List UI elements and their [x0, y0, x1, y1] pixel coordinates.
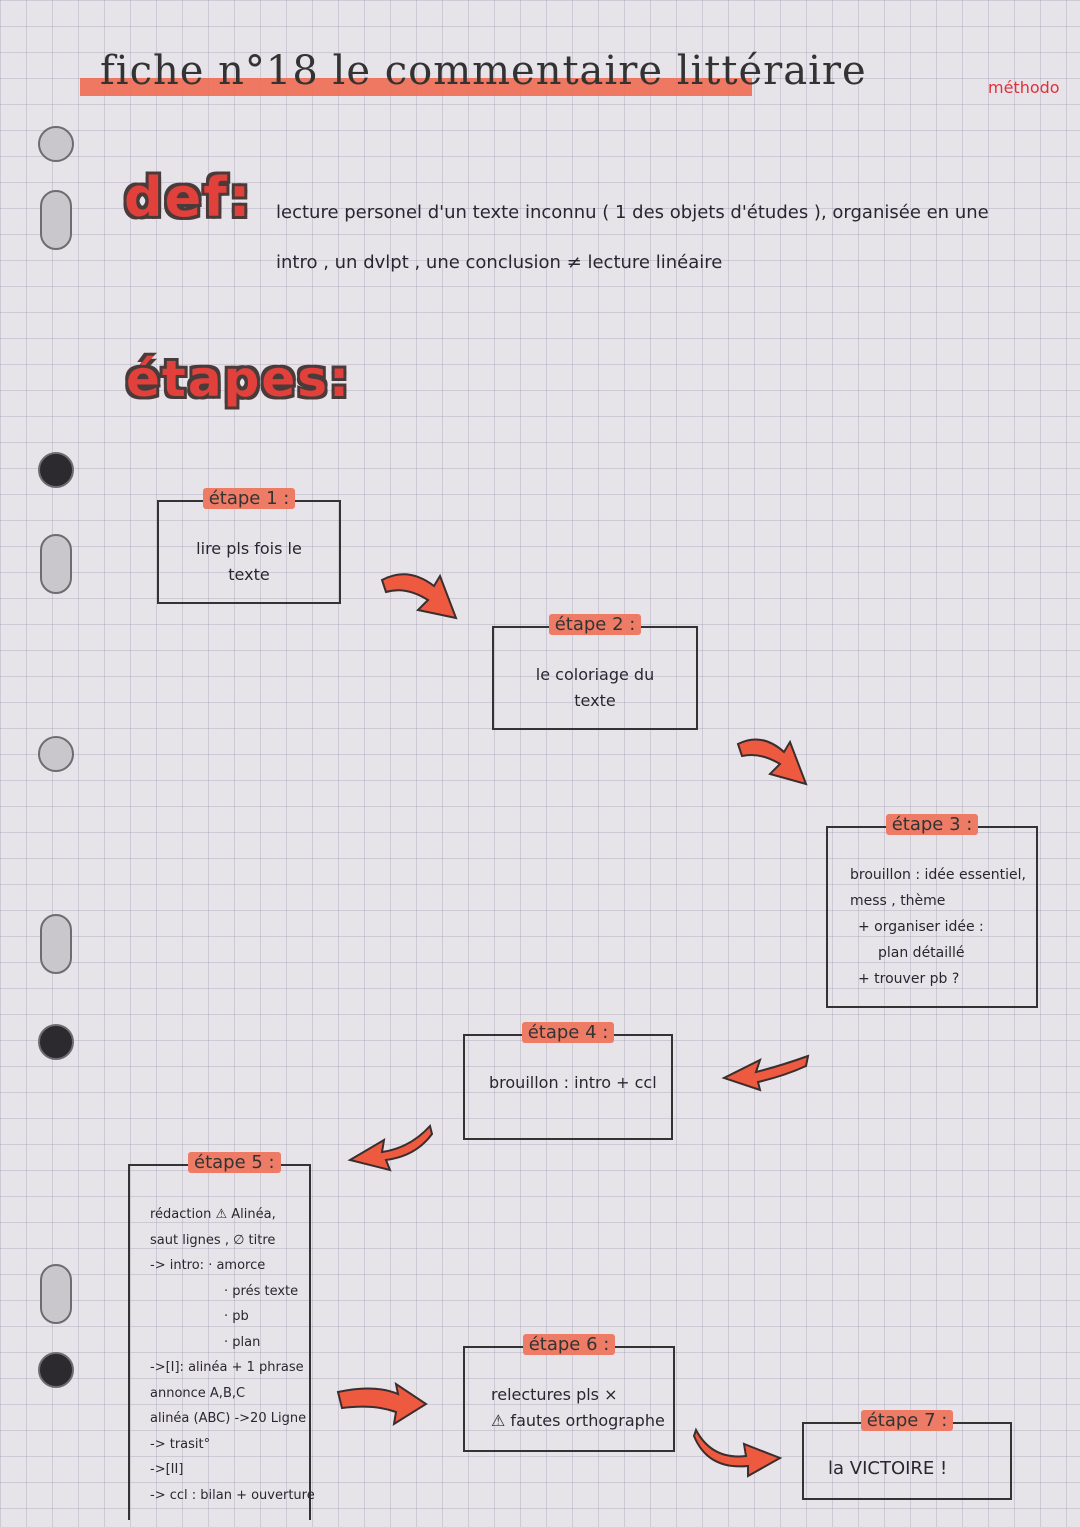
step-box-3 [826, 814, 1038, 1008]
step-content: brouillon : idée essentiel, mess , thème + organiser idée : plan détaillé + trouver pb ? [850, 867, 1026, 987]
step-label: étape 1 : [159, 488, 339, 509]
binder-hole [38, 452, 74, 488]
binder-hole [40, 190, 72, 250]
step-content: la VICTOIRE ! [828, 1458, 948, 1479]
step-label: étape 3 : [828, 814, 1036, 835]
steps-heading: étapes: [126, 350, 352, 408]
page-title: fiche n°18 le commentaire littéraire [100, 48, 867, 94]
step-content: le coloriage du texte [535, 665, 655, 710]
step-box-2 [492, 614, 698, 730]
definition-heading: def: [124, 166, 253, 229]
step-label: étape 4 : [465, 1022, 671, 1043]
step-label: étape 7 : [804, 1410, 1010, 1431]
binder-hole [38, 736, 74, 772]
definition-line-1: lecture personel d'un texte inconnu ( 1 des objets d'études ), organisée en une [276, 202, 989, 223]
definition-line-2: intro , un dvlpt , une conclusion ≠ lecture linéaire [276, 252, 723, 273]
arrow-step1-to-step2-icon [378, 560, 468, 630]
step-content: lire pls fois le texte [196, 539, 302, 584]
arrow-step4-to-step5-icon [346, 1108, 436, 1178]
step-box-1 [157, 488, 341, 604]
step-label: étape 5 : [188, 1152, 309, 1173]
step-label: étape 6 : [465, 1334, 673, 1355]
binder-hole [38, 1352, 74, 1388]
arrow-step2-to-step3-icon [732, 724, 812, 794]
arrow-step3-to-step4-icon [720, 1036, 812, 1096]
step-content: rédaction ⚠ Alinéa, saut lignes , ∅ titre -> intro: · amorce · prés texte · pb · plan ->[I]: alinéa + 1 phrase annonce A,B,C alinéa (ABC) ->20 Ligne -> trasit° ->[II] -> ccl : bilan + ouverture [150, 1207, 315, 1503]
binder-hole [40, 1264, 72, 1324]
step-content: brouillon : intro + ccl [489, 1073, 657, 1092]
step-label: étape 2 : [494, 614, 696, 635]
binder-hole [40, 534, 72, 594]
step-box-6 [463, 1334, 675, 1452]
step-content: relectures pls × ⚠ fautes orthographe [491, 1385, 665, 1430]
binder-hole [38, 1024, 74, 1060]
binder-hole [40, 914, 72, 974]
step-box-5 [128, 1152, 315, 1520]
arrow-step5-to-step6-icon [334, 1380, 430, 1430]
arrow-step6-to-step7-icon [690, 1420, 786, 1480]
methodo-tag: méthodo [988, 78, 1060, 97]
step-box-4 [463, 1022, 673, 1140]
binder-hole [38, 126, 74, 162]
step-box-7 [802, 1410, 1012, 1500]
